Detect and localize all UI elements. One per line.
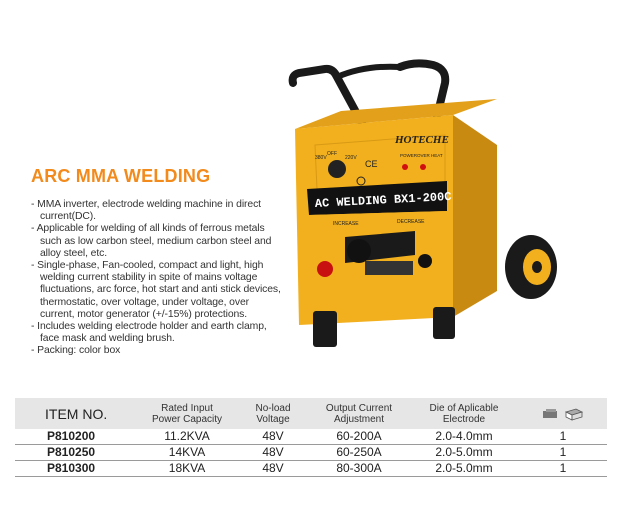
spec-table [15,398,607,477]
cell-voltage: 48V [262,445,284,459]
svg-text:DECREASE: DECREASE [397,219,425,225]
svg-text:AC WELDING BX1-200C: AC WELDING BX1-200C [314,189,452,211]
box-icon [542,408,560,420]
cell-pack: 1 [559,429,567,443]
header-current: Output Current Adjustment [309,398,409,429]
feature-item: - Includes welding electrode holder and earth clamp, face mask and welding brush. [31,321,283,345]
feature-item: - Packing: color box [31,345,283,357]
product-title: ARC MMA WELDING [31,166,211,186]
feature-item: - Single-phase, Fan-cooled, compact and light, high welding current stability in spite of mains voltage fluctuations, arc force, hot start and anti stick devices, thermostatic, over voltage, under voltage, over current, motor generator (+/-15%) protections. [31,260,283,321]
table-header-row [15,398,607,429]
svg-text:POWER: POWER [400,153,418,158]
welding-machine-image [285,55,585,355]
cell-item: P810300 [47,461,96,475]
cell-current: 60-250A [336,445,382,459]
table-row [15,461,607,477]
cell-power: 14KVA [168,445,206,459]
cell-item: P810200 [47,429,96,443]
feature-item: - Applicable for welding of all kinds of ferrous metals such as low carbon steel, medium carbon steel and alloy steel, etc. [31,223,283,260]
cell-current: 80-300A [336,461,382,475]
header-voltage: No-load Voltage [237,398,309,429]
svg-text:OVER HEAT: OVER HEAT [417,153,443,158]
svg-text:CE: CE [365,159,378,169]
svg-text:OFF: OFF [327,151,337,157]
cell-voltage: 48V [262,461,284,475]
carton-icon [564,407,584,421]
svg-text:HOTECHE: HOTECHE [395,134,449,146]
svg-text:220V: 220V [345,155,357,161]
cell-power: 18KVA [168,461,206,475]
header-power: Rated Input Power Capacity [137,398,237,429]
cell-voltage: 48V [262,429,284,443]
table-row [15,429,607,445]
cell-pack: 1 [559,461,567,475]
header-item-no: ITEM NO. [15,398,137,429]
svg-text:380V: 380V [315,155,327,161]
cell-power: 11.2KVA [164,429,210,443]
table-row [15,445,607,461]
svg-text:INCREASE: INCREASE [333,221,359,227]
cell-electrode: 2.0-5.0mm [435,461,493,475]
header-pack [519,398,607,429]
cell-pack: 1 [559,445,567,459]
feature-list [31,199,283,358]
feature-item: - MMA inverter, electrode welding machine in direct current(DC). [31,199,283,223]
cell-item: P810250 [47,445,96,459]
header-electrode: Die of Aplicable Electrode [409,398,519,429]
cell-electrode: 2.0-5.0mm [435,445,493,459]
cell-current: 60-200A [336,429,382,443]
cell-electrode: 2.0-4.0mm [435,429,493,443]
